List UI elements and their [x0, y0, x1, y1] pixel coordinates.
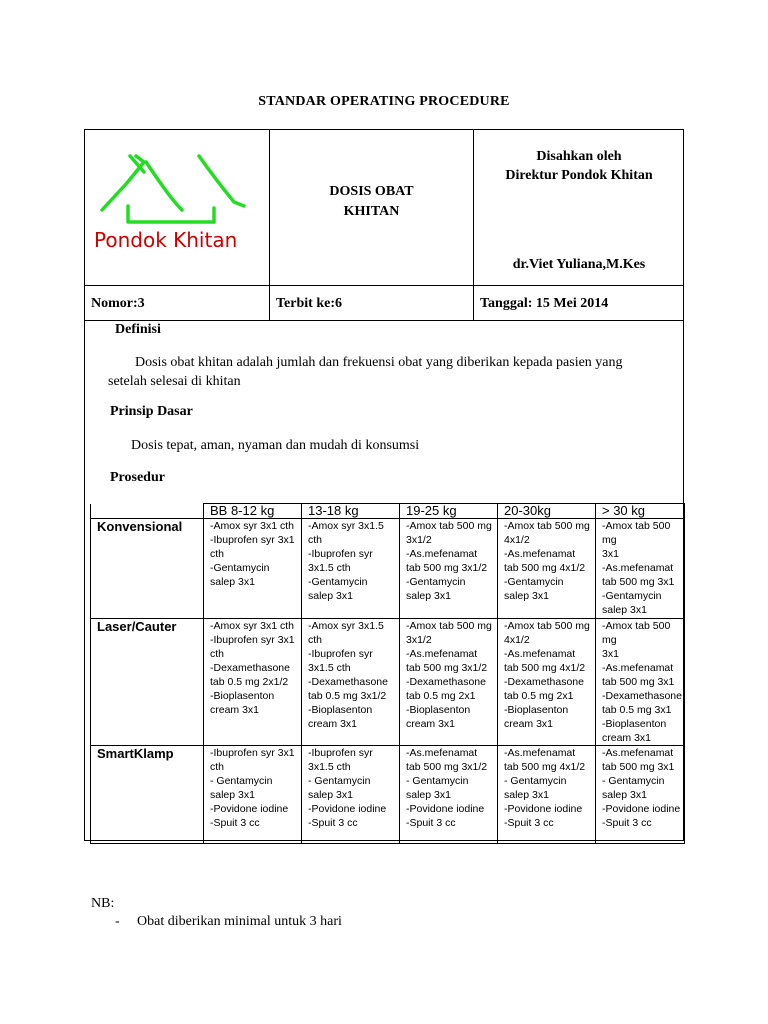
dose-cell: -Ibuprofen syr 3x1 cth - Gentamycin salep 3x1 -Povidone iodine -Spuit 3 cc [204, 746, 302, 844]
dose-table [90, 503, 685, 844]
header-divider [84, 285, 684, 286]
dose-cell: -Amox tab 500 mg 3x1 -As.mefenamat tab 500 mg 3x1 -Dexamethasone tab 0.5 mg 3x1 -Bioplasenton cream 3x1 [596, 619, 685, 746]
dose-cell: -Amox syr 3x1.5 cth -Ibuprofen syr 3x1.5 cth -Gentamycin salep 3x1 [302, 519, 400, 619]
dose-cell: -Amox tab 500 mg 4x1/2 -As.mefenamat tab 500 mg 4x1/2 -Dexamethasone tab 0.5 mg 2x1 -Bioplasenton cream 3x1 [498, 619, 596, 746]
dose-cell: -As.mefenamat tab 500 mg 3x1 - Gentamycin salep 3x1 -Povidone iodine -Spuit 3 cc [596, 746, 685, 844]
column-header: 19-25 kg [400, 504, 498, 519]
row-label: SmartKlamp [91, 746, 204, 844]
meta-divider [84, 320, 684, 321]
dose-cell: -Amox tab 500 mg 3x1/2 -As.mefenamat tab 500 mg 3x1/2 -Gentamycin salep 3x1 [400, 519, 498, 619]
table-header-row [91, 504, 685, 519]
dose-cell: -Amox tab 500 mg 4x1/2 -As.mefenamat tab 500 mg 4x1/2 -Gentamycin salep 3x1 [498, 519, 596, 619]
dose-cell: -Ibuprofen syr 3x1.5 cth - Gentamycin salep 3x1 -Povidone iodine -Spuit 3 cc [302, 746, 400, 844]
table-corner-cell [91, 504, 204, 519]
dose-cell: -Amox syr 3x1 cth -Ibuprofen syr 3x1 cth -Gentamycin salep 3x1 [204, 519, 302, 619]
approver-name: dr.Viet Yuliana,M.Kes [512, 257, 646, 272]
definition-heading: Definisi [115, 322, 161, 337]
procedure-title-line1: DOSIS OBAT [329, 184, 414, 199]
header-col-divider-1 [269, 129, 270, 321]
principle-text: Dosis tepat, aman, nyaman dan mudah di konsumsi [131, 438, 420, 453]
dose-cell: -Amox syr 3x1 cth -Ibuprofen syr 3x1 cth -Dexamethasone tab 0.5 mg 2x1/2 -Bioplasenton cream 3x1 [204, 619, 302, 746]
column-header: 20-30kg [498, 504, 596, 519]
column-header: 13-18 kg [302, 504, 400, 519]
approver-title: Direktur Pondok Khitan [505, 168, 653, 183]
procedure-title-line2: KHITAN [343, 204, 400, 219]
note-bullet: - [115, 914, 120, 929]
principle-heading: Prinsip Dasar [110, 404, 193, 419]
issue-number: Terbit ke:6 [276, 296, 342, 311]
row-label: Laser/Cauter [91, 619, 204, 746]
row-label: Konvensional [91, 519, 204, 619]
approved-by-label: Disahkan oleh [536, 149, 622, 164]
dose-cell: -Amox tab 500 mg 3x1 -As.mefenamat tab 500 mg 3x1 -Gentamycin salep 3x1 [596, 519, 685, 619]
procedure-title [270, 182, 473, 222]
dose-cell: -Amox tab 500 mg 3x1/2 -As.mefenamat tab 500 mg 3x1/2 -Dexamethasone tab 0.5 mg 2x1 -Bioplasenton cream 3x1 [400, 619, 498, 746]
definition-text-line2: setelah selesai di khitan [108, 374, 241, 389]
dose-cell: -Amox syr 3x1.5 cth -Ibuprofen syr 3x1.5 cth -Dexamethasone tab 0.5 mg 3x1/2 -Bioplasenton cream 3x1 [302, 619, 400, 746]
approval-block [474, 147, 684, 185]
dose-cell: -As.mefenamat tab 500 mg 4x1/2 - Gentamycin salep 3x1 -Povidone iodine -Spuit 3 cc [498, 746, 596, 844]
column-header: > 30 kg [596, 504, 685, 519]
procedure-heading: Prosedur [110, 470, 165, 485]
table-row [91, 746, 685, 844]
dose-cell: -As.mefenamat tab 500 mg 3x1/2 - Gentamycin salep 3x1 -Povidone iodine -Spuit 3 cc [400, 746, 498, 844]
issue-date: Tanggal: 15 Mei 2014 [480, 296, 609, 311]
document-title: STANDAR OPERATING PROCEDURE [258, 94, 510, 109]
definition-text-line1: Dosis obat khitan adalah jumlah dan frekuensi obat yang diberikan kepada pasien yang [135, 355, 623, 370]
document-number: Nomor:3 [91, 296, 145, 311]
table-row [91, 519, 685, 619]
table-row [91, 619, 685, 746]
column-header: BB 8-12 kg [204, 504, 302, 519]
note-text: Obat diberikan minimal untuk 3 hari [137, 914, 342, 929]
note-label: NB: [91, 896, 115, 911]
logo-wordmark: Pondok Khitan [94, 228, 238, 252]
